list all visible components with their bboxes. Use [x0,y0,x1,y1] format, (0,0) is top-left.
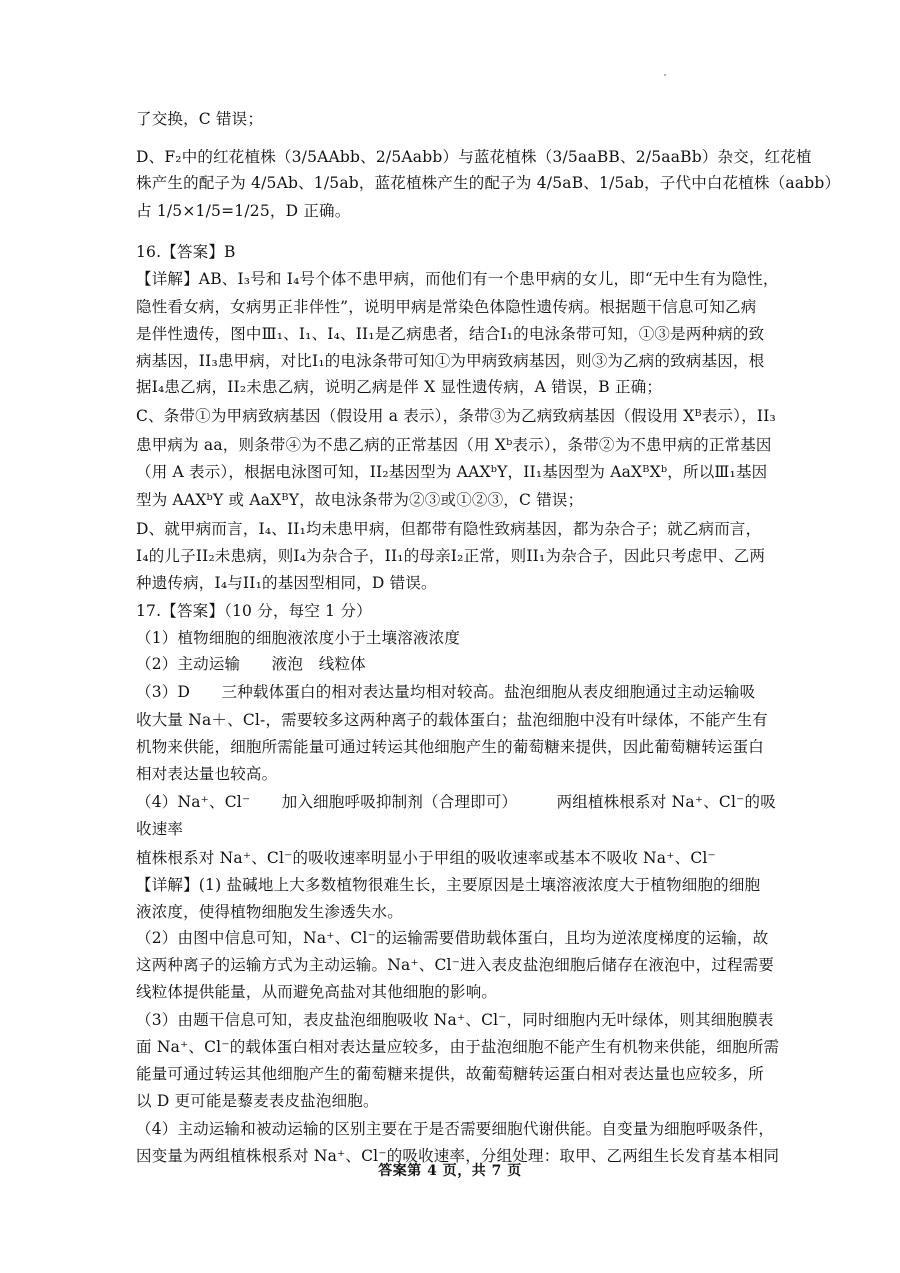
scan-speck [664,74,666,76]
text-line: 能量可通过转运其他细胞产生的葡萄糖来提供，故葡萄糖转运蛋白相对表达量也应较多，所 [136,1065,765,1083]
text-line: C、条带①为甲病致病基因（假设用 a 表示），条带③为乙病致病基因（假设用 Xᴮ表示），II₃ [136,407,776,425]
text-line: 型为 AAXᵇY 或 AaXᴮY，故电泳条带为②③或①②③，C 错误； [136,491,584,509]
text-line: 线粒体提供能量，从而避免高盐对其他细胞的影响。 [136,983,498,1001]
text-line: 因变量为两组植株根系对 Na⁺、Cl⁻的吸收速率，分组处理：取甲、乙两组生长发育基本相同 [136,1147,780,1165]
text-line: 机物来供能，细胞所需能量可通过转运其他细胞产生的葡萄糖来提供，因此葡萄糖转运蛋白 [136,738,765,756]
text-line: 【详解】AB、I₃号和 I₄号个体不患甲病，而他们有一个患甲病的女儿，即“无中生有为隐性， [136,270,779,288]
text-line: 相对表达量也较高。 [136,765,278,783]
text-line: 患甲病为 aa，则条带④为不患乙病的正常基因（用 Xᵇ表示），条带②为不患甲病的正常基因 [136,436,772,454]
text-line: 17.【答案】（10 分，每空 1 分） [136,602,372,620]
text-line: （4）Na⁺、Cl⁻ 加入细胞呼吸抑制剂（合理即可） 两组植株根系对 Na⁺、Cl⁻的吸 [136,793,776,811]
text-line: 面 Na⁺、Cl⁻的载体蛋白相对表达量应较多，由于盐泡细胞不能产生有机物来供能，细胞所需 [136,1038,780,1056]
text-line: 种遗传病，I₄与II₁的基因型相同，D 错误。 [136,574,437,592]
text-line: （用 A 表示），根据电泳图可知，II₂基因型为 AAXᵇY，II₁基因型为 AaXᴮXᵇ，所以Ⅲ₁基因 [136,463,768,481]
text-line: 据I₄患乙病，II₂未患乙病，说明乙病是伴 X 显性遗传病，A 错误，B 正确； [136,378,663,396]
page-footer: 答案第 4 页，共 7 页 [378,1163,522,1179]
text-line: 液浓度，使得植物细胞发生渗透失水。 [136,903,403,921]
text-line: （3）D 三种载体蛋白的相对表达量均相对较高。盐泡细胞从表皮细胞通过主动运输吸 [136,683,756,701]
text-line: 占 1/5×1/5=1/25，D 正确。 [136,202,351,220]
text-line: 隐性看女病，女病男正非伴性”，说明甲病是常染色体隐性遗传病。根据题干信息可知乙病 [136,298,757,316]
text-line: 16.【答案】B [136,243,236,261]
text-line: 这两种离子的运输方式为主动运输。Na⁺、Cl⁻进入表皮盐泡细胞后储存在液泡中，过程需要 [136,956,775,974]
text-line: （1）植物细胞的细胞液浓度小于土壤溶液浓度 [136,629,461,647]
text-line: 病基因，II₃患甲病，对比I₁的电泳条带可知①为甲病致病基因，则③为乙病的致病基因，根 [136,352,765,370]
text-line: I₄的儿子II₂未患病，则I₄为杂合子，II₁的母亲I₂正常，则II₁为杂合子，因此只考虑甲、乙两 [136,547,766,565]
text-line: 是伴性遗传，图中Ⅲ₁、I₁、I₄、II₁是乙病患者，结合I₁的电泳条带可知，①③是两种病的致 [136,325,765,343]
text-line: 植株根系对 Na⁺、Cl⁻的吸收速率明显小于甲组的吸收速率或基本不吸收 Na⁺、Cl⁻ [136,849,716,867]
text-line: （3）由题干信息可知，表皮盐泡细胞吸收 Na⁺、Cl⁻，同时细胞内无叶绿体，则其细胞膜表 [136,1011,774,1029]
text-line: 收大量 Na＋、Cl-，需要较多这两种离子的载体蛋白；盐泡细胞中没有叶绿体，不能产生有 [136,711,768,729]
text-line: 收速率 [136,820,184,838]
text-line: D、就甲病而言，I₄、II₁均未患甲病，但都带有隐性致病基因，都为杂合子；就乙病而言， [136,520,762,538]
text-line: D、F₂中的红花植株（3/5AAbb、2/5Aabb）与蓝花植株（3/5aaBB、2/5aaBb）杂交，红花植 [136,148,812,166]
text-line: 【详解】(1) 盐碱地上大多数植物很难生长，主要原因是土壤溶液浓度大于植物细胞的细胞 [136,876,761,894]
text-line: 株产生的配子为 4/5Ab、1/5ab，蓝花植株产生的配子为 4/5aB、1/5ab，子代中白花植株（aabb） [136,174,841,192]
text-line: （2）由图中信息可知，Na⁺、Cl⁻的运输需要借助载体蛋白，且均为逆浓度梯度的运输，故 [136,929,769,947]
text-line: 了交换，C 错误； [136,110,264,128]
text-line: （2）主动运输 液泡 线粒体 [136,655,366,673]
text-line: 以 D 更可能是藜麦表皮盐泡细胞。 [136,1092,379,1110]
text-line: （4）主动运输和被动运输的区别主要在于是否需要细胞代谢供能。自变量为细胞呼吸条件， [136,1120,775,1138]
